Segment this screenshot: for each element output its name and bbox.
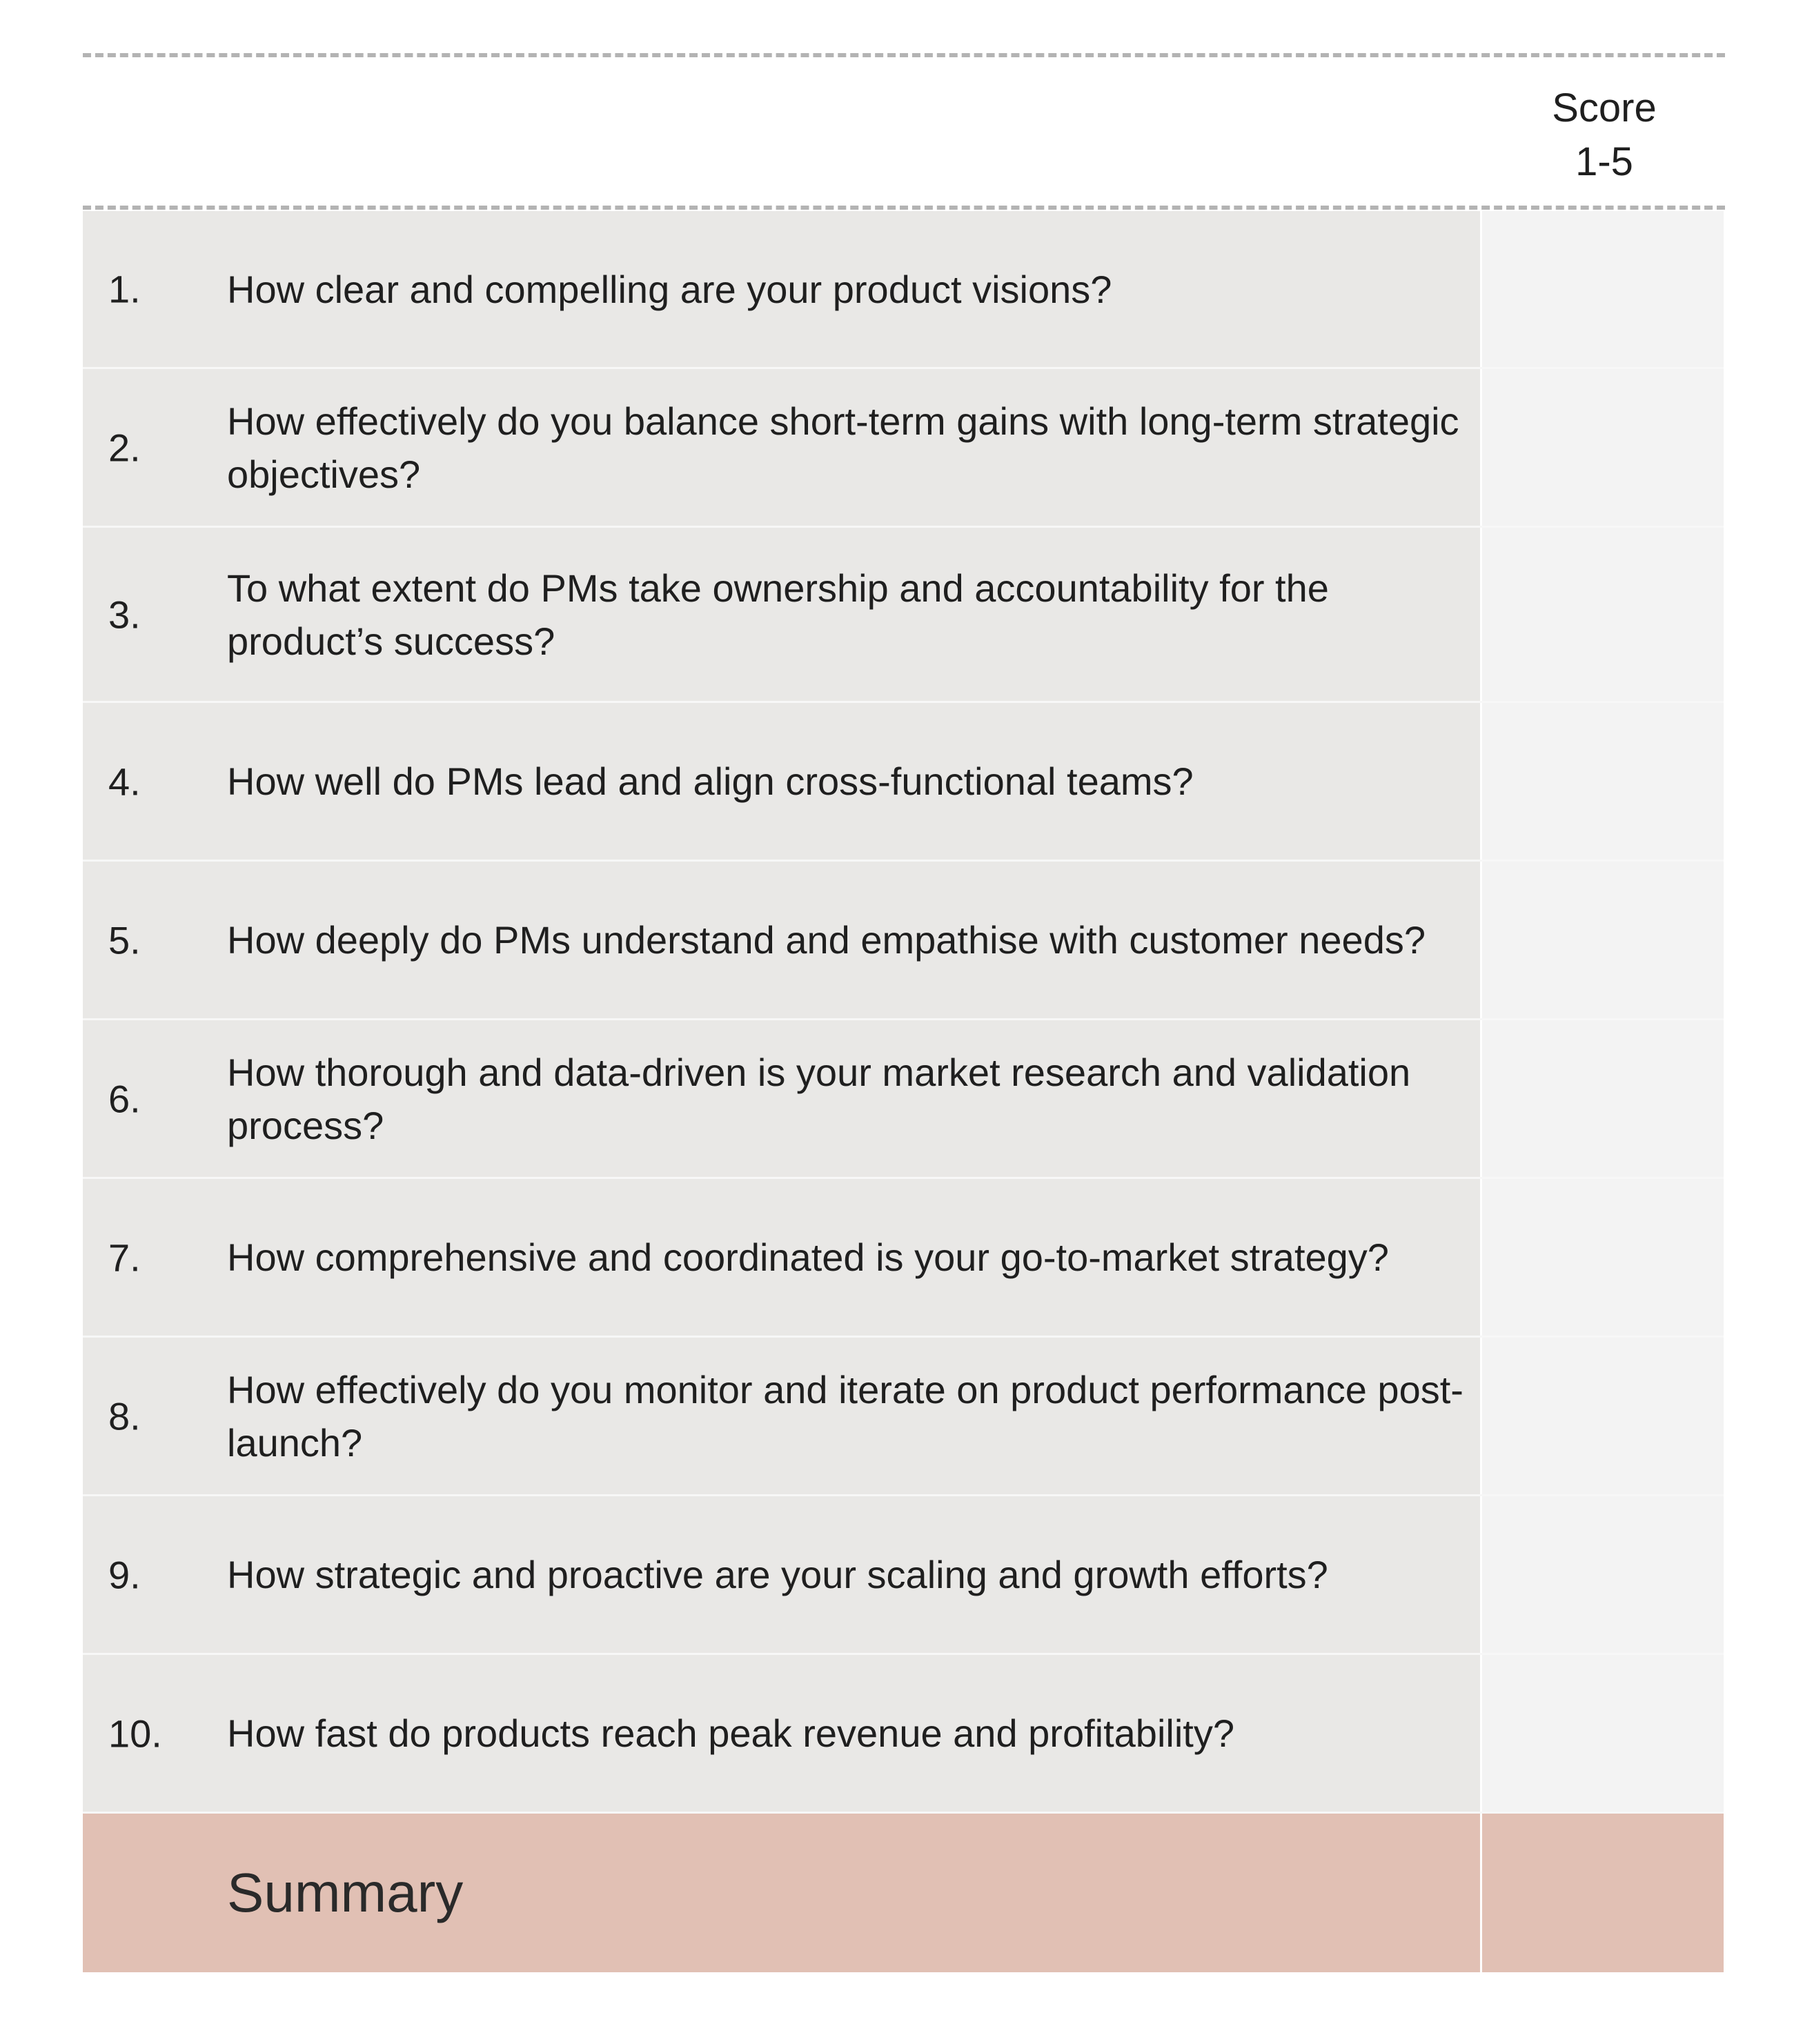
score-input-cell[interactable] bbox=[1482, 862, 1724, 1018]
summary-score-cell[interactable] bbox=[1482, 1814, 1724, 1972]
header-top-divider bbox=[83, 53, 1725, 57]
assessment-table bbox=[83, 211, 1724, 1972]
question-cell bbox=[83, 1338, 1480, 1494]
question-cell bbox=[83, 1496, 1480, 1653]
question-cell bbox=[83, 211, 1480, 367]
question-text: How fast do products reach peak revenue and profitability? bbox=[227, 1711, 1234, 1755]
question-row bbox=[83, 862, 1724, 1020]
question-cell bbox=[83, 1655, 1480, 1812]
question-number: 6. bbox=[108, 1077, 141, 1120]
score-input-cell[interactable] bbox=[1482, 528, 1724, 701]
score-column-header bbox=[1483, 81, 1725, 189]
score-input-cell[interactable] bbox=[1482, 1020, 1724, 1177]
question-row bbox=[83, 1496, 1724, 1655]
question-row bbox=[83, 1655, 1724, 1814]
question-number: 9. bbox=[108, 1553, 141, 1596]
question-cell bbox=[83, 703, 1480, 860]
question-cell bbox=[83, 1020, 1480, 1177]
question-text: How well do PMs lead and align cross-functional teams? bbox=[227, 760, 1194, 803]
question-cell bbox=[83, 862, 1480, 1018]
score-input-cell[interactable] bbox=[1482, 1179, 1724, 1336]
question-cell bbox=[83, 528, 1480, 701]
question-text: How comprehensive and coordinated is your go-to-market strategy? bbox=[227, 1236, 1389, 1279]
question-text: How effectively do you monitor and iterate on product performance post-launch? bbox=[227, 1367, 1463, 1465]
question-row bbox=[83, 1179, 1724, 1338]
score-input-cell[interactable] bbox=[1482, 703, 1724, 860]
score-input-cell[interactable] bbox=[1482, 1655, 1724, 1812]
question-row bbox=[83, 369, 1724, 528]
question-text: How clear and compelling are your product visions? bbox=[227, 267, 1112, 311]
question-text: How strategic and proactive are your scaling and growth efforts? bbox=[227, 1553, 1328, 1596]
question-text: To what extent do PMs take ownership and accountability for the product’s success? bbox=[227, 566, 1329, 663]
question-row bbox=[83, 1338, 1724, 1496]
question-number: 8. bbox=[108, 1394, 141, 1438]
question-cell bbox=[83, 369, 1480, 526]
question-number: 2. bbox=[108, 426, 141, 469]
question-number: 4. bbox=[108, 760, 141, 803]
question-row bbox=[83, 1020, 1724, 1179]
question-row bbox=[83, 528, 1724, 703]
header-bottom-divider bbox=[83, 206, 1725, 210]
score-header-line2: 1-5 bbox=[1575, 139, 1633, 184]
score-input-cell[interactable] bbox=[1482, 211, 1724, 367]
question-number: 3. bbox=[108, 593, 141, 636]
question-row bbox=[83, 211, 1724, 369]
score-input-cell[interactable] bbox=[1482, 1496, 1724, 1653]
question-text: How effectively do you balance short-term gains with long-term strategic objectives? bbox=[227, 399, 1459, 496]
summary-label: Summary bbox=[227, 1862, 464, 1923]
score-input-cell[interactable] bbox=[1482, 1338, 1724, 1494]
question-row bbox=[83, 703, 1724, 862]
summary-row bbox=[83, 1814, 1724, 1972]
question-number: 1. bbox=[108, 267, 141, 311]
score-header-line1: Score bbox=[1552, 86, 1657, 130]
question-number: 5. bbox=[108, 918, 141, 962]
score-input-cell[interactable] bbox=[1482, 369, 1724, 526]
summary-label-cell bbox=[83, 1814, 1480, 1972]
question-text: How deeply do PMs understand and empathise with customer needs? bbox=[227, 918, 1426, 962]
question-text: How thorough and data-driven is your market research and validation process? bbox=[227, 1050, 1411, 1147]
question-number: 10. bbox=[108, 1711, 162, 1755]
question-cell bbox=[83, 1179, 1480, 1336]
question-number: 7. bbox=[108, 1236, 141, 1279]
